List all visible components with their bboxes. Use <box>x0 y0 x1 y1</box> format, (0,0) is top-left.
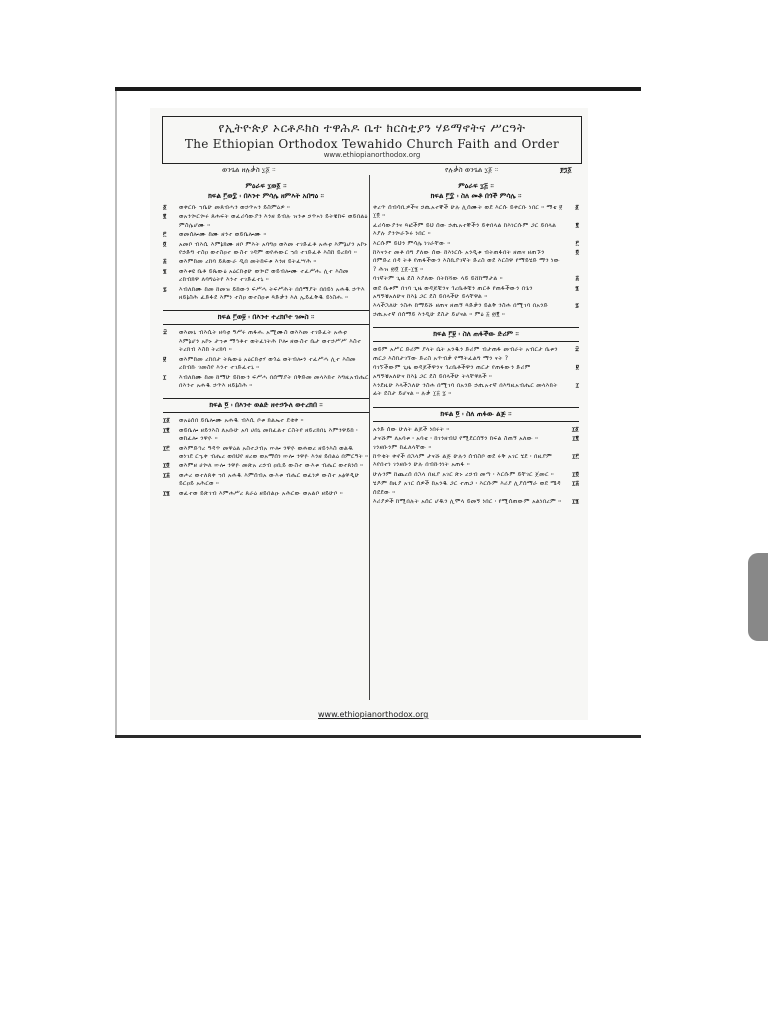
verse-number: ፰ <box>163 329 168 337</box>
verse-number: ፲፬ <box>163 462 170 470</box>
verse-text: ባገኛትም ጊዜ ደስ እያለው በትከሻው ላይ ይሸከማታል ። <box>373 275 503 283</box>
verse-text: ወእምዘ ሀጐለ ኵሎ ንዋዮ መጽአ ረኃብ ዐቢይ ውስተ ውእቱ ብሔር ወተጸነሰ ። <box>179 462 364 470</box>
verse-text: እሪያዎች ከሚበሉት አሰር ሆዱን ሊሞላ ይመኝ ነበር ፡ የሚሰጠውም አልነበረም ። <box>373 497 562 505</box>
verse-number: ፲፮ <box>163 489 170 497</box>
verse-number: ፯ <box>575 302 579 310</box>
verse <box>163 427 369 444</box>
verse-number: ፲፪ <box>572 435 579 443</box>
verse <box>163 490 369 498</box>
document-header <box>162 116 582 164</box>
verse-text: ወመሰሎሙ ከሙ ዘንተ ወይቤሎሙ ። <box>179 231 267 239</box>
verse-text: ፈሪሳውያንና ጻፎችም ይህ ሰው ኃጢአተኞችን ይቀበላል ከእነርሱም ጋር ይበላል እያሉ ያንጐራጕሩ ነበር ። <box>373 221 557 238</box>
section-heading: ክፍል ፬ ፡ በእንተ ወልድ ዘተኃጕለ ወተረክበ ። <box>163 398 369 413</box>
verse <box>163 258 369 266</box>
page-number: ፻፺፩ <box>560 166 572 174</box>
verse-number: ፲፩ <box>571 425 579 433</box>
section-heading: ክፍል ፫፱ ፡ ስለ ጠፋችው ድሪም ። <box>373 327 579 342</box>
left-column <box>163 180 369 499</box>
verse-text: እንደዚሁ እላችኋለሁ ንስሐ በሚገባ በአንድ ኃጢአተኛ በእግዚአብሔር መላእክት ፊት ደስታ ይሆናል ። ሉቃ ፲፭ ፯ ። <box>373 381 558 398</box>
verse-number: ፪ <box>163 213 167 221</box>
verse-number: ፬ <box>163 240 167 248</box>
verse-text: እብለክሙ ከመ ከመዝ ይከውን ፍሥሓ ትፍሥሕት በሰማያት በበይነ አሐዱ ኃጥእ ዘይኔስሕ ፈድፋደ እምነ ተስዐ ወተስዐቱ ጻድቃን እለ ኢይፈቅዱ ይነስሑ ። <box>179 285 365 302</box>
scrollbar-thumb[interactable] <box>748 553 768 641</box>
verse-text: ወአንጐርጐሩ ጸሐፍት ወፈሪሳውያን እንዘ ይብሉ ዝንቱ ኃጥኣነ ይትዌከፍ ወይበልዕ ምስሌሆሙ ። <box>179 213 368 229</box>
verse-number: ፰ <box>574 346 579 354</box>
verse-number: ፯ <box>163 285 167 293</box>
verse-number: ፱ <box>163 355 167 363</box>
verse <box>373 435 579 452</box>
footer-url-link[interactable]: www.ethiopianorthodox.org <box>318 710 429 719</box>
verse-number: ፬ <box>575 249 579 257</box>
verse-number: ፲ <box>575 381 579 389</box>
section-heading: ክፍል ፫ወ፰ ፡ በእንተ ምሳሌ ዘምእት አበግዕ ። <box>208 192 324 200</box>
verse <box>163 204 369 212</box>
verse-number: ፪ <box>575 221 579 229</box>
column-divider <box>369 175 370 700</box>
verse-number: ፲፫ <box>163 444 170 452</box>
verse-number: ፭ <box>575 275 579 283</box>
verse-text: ወይም አሥር ድሪም ያላት ሴት አንዱን ድሪም ብታጠፋ መብራት አብርታ ቤቱን ጠርጋ እስክታገኘው ድረስ አጥብቃ የማትፈልግ ማን ናት ? <box>373 346 558 362</box>
verse <box>373 364 579 381</box>
verse-number: ፲፩ <box>163 417 171 425</box>
verse <box>373 302 579 319</box>
verse-number: ፩ <box>575 204 579 211</box>
verse <box>163 472 369 489</box>
verse <box>163 268 369 285</box>
verse-text: አመቦ ብእሲ እምኔክሙ ዘቦ ምእት አባግዐ ወእመ ተገድፈቶ አሐቲ እምኔሆን አኮኑ የኃድግ ተስዐ ወተስዐተ ውስተ ገዳም ወየሐውር ኀበ ተገድፈቶ እስከ ይረክባ ። <box>179 240 368 257</box>
verse-text: ከእናንተ መቶ በግ ያለው ሰው ከእነርሱ አንዲቱ ብትጠፋበት ዘጠና ዘጠኙን በምድረ በዳ ትቶ የጠፋችውን እስኪያገኛት ድረስ ወደ እርስዋ የማይሄድ ማን ነው ? ሕዝ ፴፬ ፲፩-፲፮ ። <box>373 249 560 273</box>
header-title-amharic: የኢትዮጵያ ኦርቶዶክስ ተዋሕዶ ቤተ ክርስቲያን ሃይማኖትና ሥርዓት <box>218 121 526 135</box>
verse <box>163 417 369 425</box>
running-header-right: የሉቃስ ወንጌል ፲፩ ። <box>445 166 499 174</box>
verse <box>373 249 579 274</box>
verse-text: ወአዕሰበ ይቤሎሙ አሐዱ ብእሲ ቦቱ ክልኤተ ደቂቀ ። <box>179 417 304 425</box>
verse-text: ወይቤሎ ዘይንእስ ለአቡሁ አባ ሀበኒ መክፈልተ ርስትየ ዘይረክበኒ እምንዋይከ ፡ ወከፈሎ ንዋዮ ። <box>179 426 358 443</box>
verse <box>163 213 369 230</box>
verse-text: እብለክሙ ከመ ከማሁ ይከውን ፍሥሓ በሰማያት በቅድመ መላእክተ እግዚአብሔር በእንተ አሐዱ ኃጥእ ዘይኔስሕ ። <box>179 373 369 389</box>
verse <box>163 374 369 391</box>
verse <box>373 382 579 399</box>
verse-text: ከጥቂት ቀኖች በኋላም ታናሹ ልጅ ሁሉን ሰብስቦ ወደ ሩቅ አገር ሄደ ፡ በዚያም እየበተነ ገንዘቡን ሁሉ በብኩንነት አጠፋ ። <box>373 452 553 469</box>
verse <box>163 356 369 373</box>
verse-text: አንድ ሰው ሁለት ልጆች ነበሩት ። <box>373 425 450 433</box>
verse-text: ባገኘችውም ጊዜ ወዳጆችዋንና ጎረቤቶችዋን ጠርታ የጠፋውን ድሪም አግኝቼአለሁና ከእኔ ጋር ደስ ይበላችሁ ትላቸዋለች ። <box>373 364 531 380</box>
verse-text: ሄዶም ከዚያ አገር ሰዎች ከአንዱ ጋር ተጠጋ ፡ እርሱም እሪያ ሊያሰማራ ወደ ሜዳ ሰደደው ። <box>373 480 561 496</box>
verse-text: ሁሉንም ከጨረሰ በኋላ በዚያ አገር ጽኑ ረኃብ መጣ ፡ እርሱም ይቸገር ጀመር ። <box>373 470 554 478</box>
verse-number: ፫ <box>575 239 579 247</box>
verse-number: ፲፪ <box>163 426 170 434</box>
verse-number: ፲፫ <box>572 452 579 460</box>
verse-number: ፫ <box>163 231 167 239</box>
verse <box>373 480 579 497</box>
verse <box>373 285 579 302</box>
right-column <box>373 180 579 507</box>
verse <box>373 426 579 434</box>
verse-text: ወፈተወ ይጽገብ እምሐሥረ ጸራዕ ዘይበልዑ አሕርው ወአልቦ ዘይሁቦ ። <box>179 489 343 497</box>
verse-text: ታናሹም ለአባቱ ፡ አባቴ ፡ ከገንዘብህ የሚደርሰኝን ክፍል ስጠኝ አለው ። ገንዘቡንም ከፈለላቸው ። <box>373 435 539 451</box>
verse <box>163 241 369 258</box>
section-heading: ክፍል ፫፰ ፡ ስለ መቶ በጎች ምሳሌ ። <box>430 192 522 200</box>
verse-text: ወቀርቡ ኀቤሁ መጸብሓን ወኃጥኣን ይስምዕዎ ። <box>179 204 291 211</box>
verse <box>373 498 579 506</box>
chapter-title: ምዕራፍ ፲ወ፩ ። <box>245 182 287 190</box>
top-scan-border <box>115 87 641 91</box>
left-scan-border <box>115 91 117 735</box>
verse-text: ወሖረ ወተለጸቀ ኀበ አሐዱ እምሰብአ ውእቱ ብሔር ወፈነዎ ውስተ አፅዋዲሁ ይርዐይ አሕርወ ። <box>179 471 360 488</box>
verse <box>373 240 579 248</box>
header-url[interactable]: www.ethiopianorthodox.org <box>323 151 421 159</box>
verse-number: ፲፬ <box>572 470 579 478</box>
verse-text: ወደ ቤቱም በገባ ጊዜ ወዳጆቹንና ጎረቤቶቹን ጠርቶ የጠፋችውን በጌን አግኝቼአለሁና ከእኔ ጋር ደስ ይበላችሁ ይላቸዋል ። <box>373 284 533 301</box>
section-heading: ክፍል ፬ ፡ ስለ ጠፋው ልጅ ። <box>373 407 579 422</box>
verse-number: ፩ <box>163 204 167 211</box>
verse <box>373 346 579 363</box>
verse-text: ወእምከመ ረከባ ይጸውራ ዲበ መትከፍቱ እንዘ ይትፈሣሕ ። <box>179 258 317 266</box>
verse-text: ወእምድኅረ ዓዳጥ መዋዕል አስተጋብአ ኵሎ ንዋዮ ወሐወረ ዘይንእስ ወልዱ ወነገደ ርኁቀ ብሔረ ወበህየ ዘረወ ወአማሰነ ኵሎ ንዋዮ እንዘ ይበልዕ በምርዓት ። <box>179 444 369 460</box>
section-heading: ክፍል ፫ወ፱ ፡ በእንተ ተረክቦተ ገመስ ። <box>163 310 369 325</box>
running-header-left: ወንጌል ዘሉቃስ ፲፩ ። <box>222 166 276 174</box>
verse-number: ፲፭ <box>163 471 170 479</box>
verse <box>373 275 579 283</box>
verse-number: ፲፭ <box>572 480 579 488</box>
verse <box>163 286 369 303</box>
verse <box>373 222 579 239</box>
verse-text: እርሱም ይህን ምሳሌ ነገራቸው ። <box>373 239 451 247</box>
verse <box>373 453 579 470</box>
bottom-scan-border <box>115 735 641 738</box>
verse-text: ወእምከመ ረከበታ ትጼውዕ አዕርክቲሃ ወጎሬ ወትብሎን ተፈሥሓ ሊተ እስመ ረከብኩ ገመስየ እንተ ተገድፈተኒ ። <box>179 355 356 372</box>
verse-text: ወእመኒ ብእሲት ዘባቲ ዓሥሩ ጠፋሑ አሚሙስ ወእእመ ተገድፈት አሐቲ እምኔሆን አኮኑ ታኀቱ ማኅቶተ ወትፈነትሕ ኮሎ ዘውስተ ቤታ ወተኃሥሥ እስተ ትረክብ እስከ ትረክባ ። <box>179 329 362 354</box>
verse-number: ፲ <box>163 373 167 381</box>
verse <box>163 231 369 239</box>
verse-number: ፱ <box>575 364 579 372</box>
verse-text: ቀረጥ ሰብሳቢዎችና ኃጢአተኞች ሁሉ ሊሰሙት ወደ እርሱ ይቀርቡ ነበር ። ማቴ ፱ ፲፬ ። <box>373 204 563 220</box>
verse <box>163 329 369 354</box>
verse-text: እላችኋለሁ ንስሐ ከማይሹ ዘጠና ዘጠኝ ጻድቃን ይልቅ ንስሐ በሚገባ በአንድ ኃጢአተኛ በሰማይ እንዲሁ ደስታ ይሆናል ። ምዕ ፭ ፴፪ ። <box>373 302 549 318</box>
chapter-title: ምዕራፍ ፲፭ ። <box>458 182 494 190</box>
verse-number: ፮ <box>163 267 167 275</box>
verse <box>373 471 579 479</box>
verse <box>163 445 369 462</box>
verse <box>163 462 369 470</box>
verse-number: ፭ <box>163 258 167 266</box>
verse <box>373 204 579 221</box>
verse-number: ፮ <box>575 284 579 292</box>
verse-text: ወእቱዩ ቤቶ ይጼውዕ አዕርክቲሁ ወጐሮ ወይብሎሙ ተፈሥሑ ሊተ እስመ ረከብክዋ ለባግዕትየ እንተ ተገድፈተኒ ። <box>179 267 349 284</box>
verse-number: ፲፮ <box>572 497 579 505</box>
header-title-english: The Ethiopian Orthodox Tewahido Church Faith and Order <box>184 137 560 151</box>
